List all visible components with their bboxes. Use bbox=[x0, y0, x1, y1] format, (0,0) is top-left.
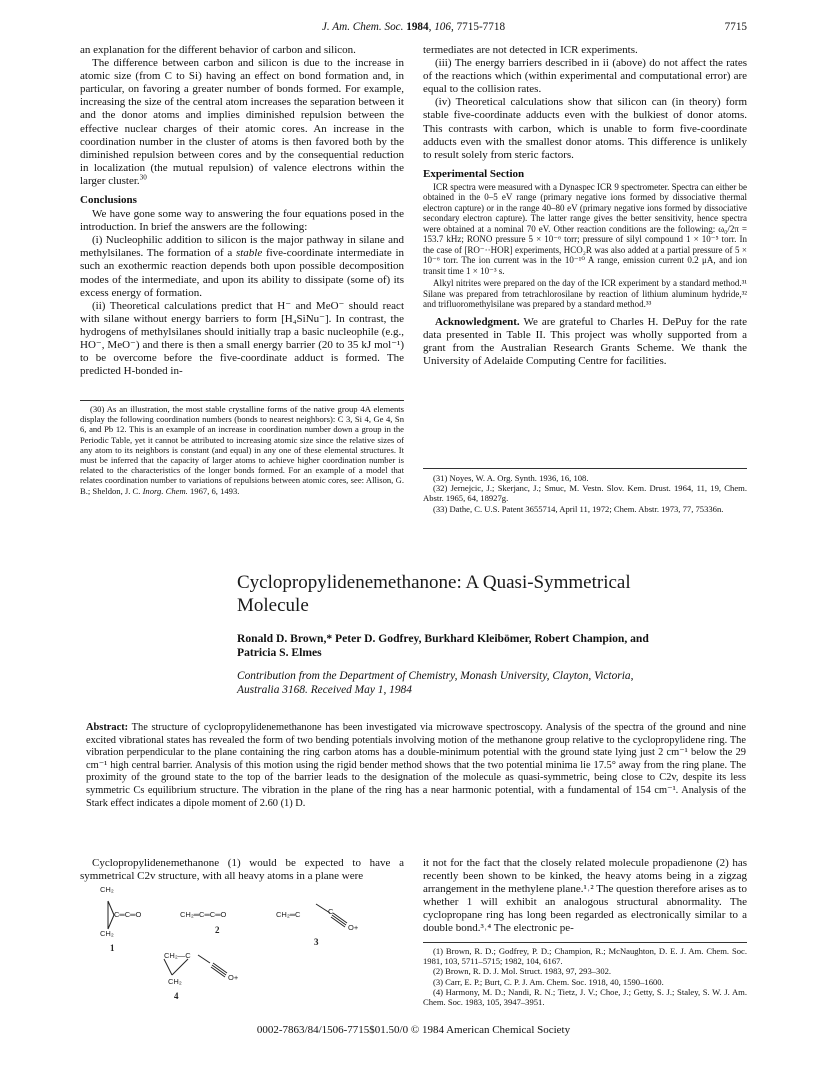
s3-oxygen: O+ bbox=[348, 923, 359, 932]
ref-32: (32) Jernejcic, J.; Skerjanc, J.; Smuc, M. Vestn. Slov. Kem. Drust. 1964, 11, 19, Chem. Abstr. 1965, 64, 18927g. bbox=[423, 483, 747, 504]
journal-year: 1984 bbox=[406, 21, 429, 33]
exp-para-1: ICR spectra were measured with a Dynaspec ICR 9 spectrometer. Spectra can either be obtained in the 0–5 eV range (primary negative ions formed by dissociative thermal electron capture) or in the range 40–80 eV (primary negative ions formed by dissociative secondary electron capture). The latter range gives the better sensitivity, hence spectra were obtained at a nominal 70 eV. Other reaction conditions are the following: ω₀/2π = 153.7 kHz; RONO pressure 5 × 10⁻⁶ torr; pressure of silyl compound 1 × 10⁻⁵ torr. In the case of [RO⁻··HOR] experiments, HCO₂R was also added at a partial pressure of 5 × 10⁻⁶ torr. The ion current was in the 10⁻¹⁰ A range, emission current 0.2 μA, and ion transit time 1 × 10⁻³ s. bbox=[423, 181, 747, 276]
experimental-section bbox=[423, 182, 747, 310]
abstract bbox=[86, 722, 746, 810]
s1-bottom-label: CH₂ bbox=[100, 929, 114, 938]
intro-footnote-rule bbox=[423, 942, 747, 943]
s4-number: 4 bbox=[174, 991, 179, 1001]
acknowledgment: Acknowledgment. We are grateful to Charles H. DePuy for the rate data presented in Table II. This project was wholly supported from a grant from the Australian Research Grants Scheme. We thank the University of Adelaide Computing Centre for facilities. bbox=[423, 315, 747, 368]
left-para-1: an explanation for the different behavior of carbon and silicon. bbox=[80, 44, 356, 56]
journal-name: J. Am. Chem. Soc. bbox=[321, 21, 404, 33]
right-para-2: (iii) The energy barriers described in ii (above) do not affect the rates of the reactions which (within experimental and computational error) are equal to the collision rates. bbox=[423, 57, 747, 96]
s3-left: CH₂═C bbox=[276, 910, 301, 919]
s2-formula: CH₂═C═C═O bbox=[180, 910, 227, 919]
journal-volume: 106 bbox=[434, 21, 451, 33]
s4-triple-2 bbox=[213, 963, 227, 973]
ref-33: (33) Dathe, C. U.S. Patent 3655714, April 11, 1972; Chem. Abstr. 1973, 77, 75336n. bbox=[433, 503, 724, 514]
s4-oxygen: O+ bbox=[228, 973, 239, 982]
right-references bbox=[423, 473, 747, 514]
right-column bbox=[423, 44, 747, 368]
ref-2: (2) Brown, R. D. J. Mol. Struct. 1983, 97, 293–302. bbox=[433, 966, 612, 977]
s1-number: 1 bbox=[110, 943, 115, 953]
ack-label: Acknowledgment. bbox=[435, 315, 520, 328]
s4-top: CH₂—C bbox=[164, 951, 191, 960]
copyright-footer: 0002-7863/84/1506-7715$01.50/0 © 1984 American Chemical Society bbox=[256, 1024, 571, 1036]
s3-triple-2 bbox=[333, 913, 347, 923]
s3-triple-3 bbox=[331, 917, 345, 927]
body-left: Cyclopropylidenemethanone (1) would be expected to have a symmetrical C2v structure, with all heavy atoms in a plane were bbox=[80, 857, 404, 883]
s4-triple-1 bbox=[212, 965, 226, 975]
abstract-text: The structure of cyclopropylidenemethanone has been investigated via microwave spectroscopy. Analysis of the spectra of the ground and nine excited vibrational states has revealed the form of two bending potentials involving motion of the methanone group relative to the cyclopropylidene ring. The vibration perpendicular to the plane containing the ring carbon atoms has a double-minimum potential with the ground state lying just 2 cm⁻¹ below the 29 cm⁻¹ high central barrier. Analysis of this motion using the rigid bender method shows that the two potential minima lie 17.5° away from the ring plane. The proximity of the ground state to the top of the barrier leads to the designation of the molecule as quasi-symmetric, being close to C2v, despite its less symmetric Cs equilibrium structure. The vibration in the plane of the ring has a near harmonic potential, with a fundamental of 154 cm⁻¹. Analysis of the Stark effect indicates a dipole moment of 2.60 (1) D. bbox=[86, 722, 746, 809]
left-para-3: We have gone some way to answering the four equations posed in the introduction. In brief the answers are the following: bbox=[80, 208, 404, 234]
author-list: Ronald D. Brown,* Peter D. Godfrey, Burkhard Kleibömer, Robert Champion, and Patricia S. Elmes bbox=[237, 632, 649, 659]
s4-ring-bond-b bbox=[172, 959, 188, 975]
ref-30-marker: 30 bbox=[139, 173, 147, 182]
s3-right: C bbox=[328, 907, 334, 916]
affiliation: Contribution from the Department of Chemistry, Monash University, Clayton, Victoria, Australia 3168. Received May 1, 1984 bbox=[237, 670, 634, 696]
left-para-4: (i) Nucleophilic addition to silicon is the major pathway in silane and methylsilanes. The formation of a stable five-coordinate intermediate in such an exothermic reaction depends both upon possible decomposition modes of the intermediate, and upon its ability to dissipate (some of) its excess energy of formation. bbox=[80, 234, 405, 299]
ref-3: (3) Carr, E. P.; Burt, C. P. J. Am. Chem. Soc. 1918, 40, 1590–1600. bbox=[433, 976, 664, 987]
intro-references bbox=[423, 946, 747, 1007]
article-title: Cyclopropylidenemethanone: A Quasi-Symmetrical Molecule bbox=[237, 572, 631, 616]
right-para-3: (iv) Theoretical calculations show that silicon can (in theory) form stable five-coordinate adducts even with the bulkiest of donor atoms. This contrasts with carbon, which is unable to form five-coordinate adducts even with the smallest donor atoms. This difference is unlikely to result solely from steric factors. bbox=[423, 96, 747, 161]
abstract-label: Abstract: bbox=[86, 722, 129, 733]
exp-para-2: Alkyl nitrites were prepared on the day of the ICR experiment by a standard method.³¹ Silane was prepared from tetrachlorosilane by reaction of lithium aluminum hydride,³² and trifluoromethylsilane was prepared by a standard method.³³ bbox=[423, 278, 747, 310]
experimental-heading: Experimental Section bbox=[423, 167, 525, 180]
structure-diagrams bbox=[80, 885, 404, 1005]
left-para-2: The difference between carbon and silicon is due to the increase in atomic size (from C to Si) having an effect on bond formation and, in particular, on favoring a greater number of bonds formed. For example, increasing the size of the central atom increases the separation between it and the donor atoms and implies diminished repulsion between the effective nuclear charges of their atomic cores. An increase in the coordination number in the cluster of atoms is then favored both by the diminished repulsion between cores and by the consequential reduction in localization (the mutual repulsion) of valence electrons within the larger cluster.$^{30}$ bbox=[80, 57, 404, 187]
ref-4: (4) Harmony, M. D.; Nandi, R. N.; Tietz, J. V.; Choe, J.; Getty, S. J.; Staley, S. W. J. Am. Chem. Soc. 1983, 105, 3947–3951. bbox=[423, 986, 747, 1008]
journal-pages: 7715-7718 bbox=[456, 21, 506, 33]
conclusions-heading: Conclusions bbox=[80, 194, 137, 207]
s4-ring-bond-a bbox=[164, 959, 172, 975]
s3-number: 3 bbox=[314, 937, 319, 947]
s4-bottom: CH₂ bbox=[168, 977, 182, 986]
ref-31: (31) Noyes, W. A. Org. Synth. 1936, 16, 108. bbox=[433, 473, 589, 483]
footnote-30: (30) As an illustration, the most stable crystalline forms of the native group 4A elements display the following coordination numbers (bonds to nearest neighbors): C 3, Si 4, Ge 4, Sn 6, and Pb 12. This is an example of an increase in coordination number down a group in the Periodic Table, yet it cannot be attributed to increasing atomic size since the relative sizes of any atom to its neighbors is constant (and equal) in any one of these elemental structures. It must be inferred that the capacity of larger atoms to achieve higher coordination number is related to the characteristics of the longer bonds formed. For an example of a model that relates coordination number to variations of repulsions between atomic cores, see: Allison, G. B.; Sheldon, J. C. Inorg. Chem. 1967, 6, 1493. bbox=[80, 404, 404, 496]
left-para-5: (ii) Theoretical calculations predict that H⁻ and MeO⁻ should react with silane without energy barriers to form [H₄SiNu⁻]. In contrast, the hydrogens of methylsilanes should initially trap a basic nucleophile (e.g., HO⁻, MeO⁻) and there is then a small energy barrier (20 to 35 kJ mol⁻¹) to be overcome before the five-coordinate adduct is formed. The predicted H-bonded in- bbox=[80, 299, 404, 378]
s4-bond-bend bbox=[198, 955, 210, 963]
ref-1: (1) Brown, R. D.; Godfrey, P. D.; Champion, R.; McNaughton, D. E. J. Am. Chem. Soc. 1981, 103, 5711–5715; 1982, 104, 6167. bbox=[423, 946, 747, 967]
structures-svg bbox=[80, 885, 404, 1005]
page-number: 7715 bbox=[724, 21, 747, 33]
right-para-1: termediates are not detected in ICR experiments. bbox=[423, 44, 638, 56]
journal-citation: J. Am. Chem. Soc. 1984, 106, 7715-7718 bbox=[321, 21, 506, 33]
s1-top-label: CH₂ bbox=[100, 885, 114, 894]
left-footnote-rule bbox=[80, 400, 404, 401]
s3-triple-1 bbox=[332, 915, 346, 925]
running-header bbox=[80, 18, 747, 36]
stable-emphasis: stable bbox=[235, 247, 263, 260]
left-column bbox=[80, 44, 404, 378]
body-right: it not for the fact that the closely related molecule propadienone (2) has recently been shown to be kinked, the heavy atoms being in a zigzag arrangement in the methylene plane.¹˒² The question therefore arises as to whether 1 will exhibit an analogous structural abnormality. The cyclopropane ring has long been regarded as electronically similar to a double bond.³˒⁴ The electronic pe- bbox=[423, 857, 747, 935]
right-footnote-rule bbox=[423, 468, 747, 469]
s4-triple-3 bbox=[211, 967, 225, 977]
s2-number: 2 bbox=[215, 925, 220, 935]
s1-chain: C═C═O bbox=[114, 910, 142, 919]
